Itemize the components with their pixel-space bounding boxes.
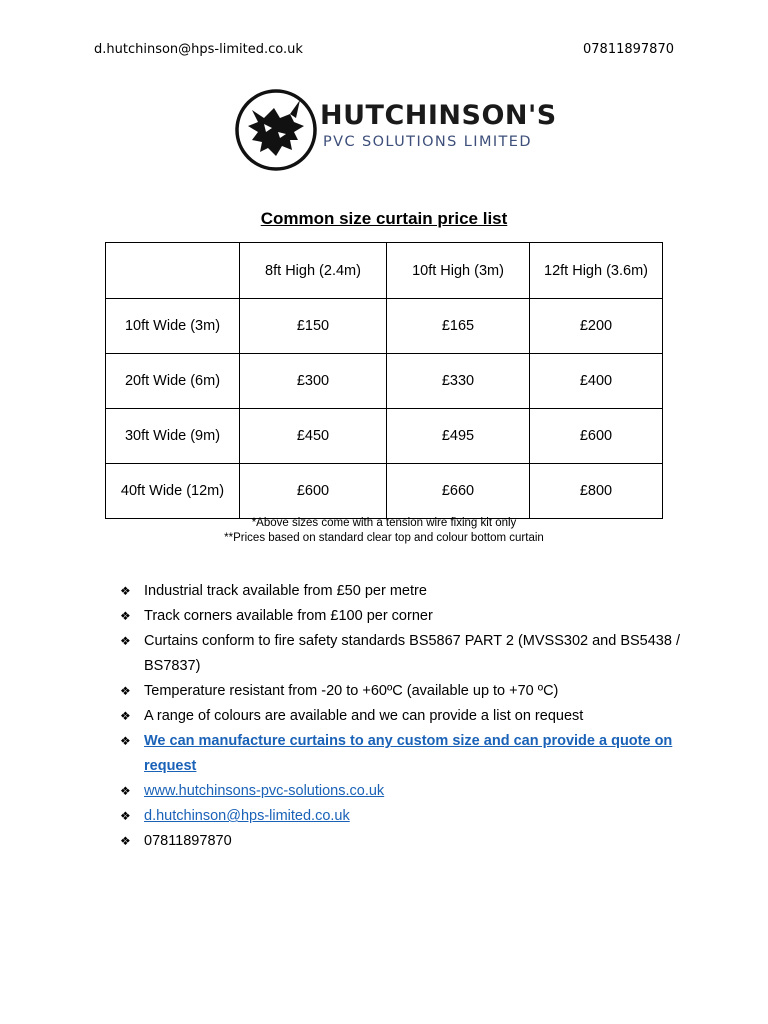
price-cell: £600	[240, 464, 387, 519]
list-item-text: Track corners available from £100 per corner	[144, 608, 433, 624]
list-item	[120, 629, 680, 679]
custom-size-quote-link[interactable]: We can manufacture curtains to any custom size and can provide a quote on request	[144, 733, 673, 774]
bullet-icon: ❖	[120, 634, 131, 648]
price-cell: £495	[387, 409, 530, 464]
header-phone: 07811897870	[583, 42, 674, 57]
list-item	[120, 704, 680, 729]
header-email: d.hutchinson@hps-limited.co.uk	[94, 42, 303, 57]
page-title-text: Common size curtain price list	[260, 209, 508, 228]
list-item-text: A range of colours are available and we can provide a list on request	[144, 708, 584, 724]
email-link[interactable]: d.hutchinson@hps-limited.co.uk	[144, 808, 350, 824]
note-fixing-kit: *Above sizes come with a tension wire fixing kit only	[251, 517, 517, 529]
list-item	[120, 729, 680, 779]
column-header: 8ft High (2.4m)	[240, 243, 387, 299]
row-label: 20ft Wide (6m)	[106, 354, 240, 409]
page-title	[0, 209, 768, 229]
bullet-icon: ❖	[120, 834, 131, 848]
logo-subtitle: PVC SOLUTIONS LIMITED	[323, 134, 532, 150]
column-header: 12ft High (3.6m)	[530, 243, 663, 299]
list-item	[120, 679, 680, 704]
price-cell: £400	[530, 354, 663, 409]
list-item-text: Curtains conform to fire safety standards BS5867 PART 2 (MVSS302 and BS5438 / BS7837)	[144, 633, 680, 674]
logo-name: HUTCHINSON'S	[320, 100, 557, 131]
feature-list	[120, 579, 680, 854]
bullet-icon: ❖	[120, 734, 131, 748]
bullet-icon: ❖	[120, 809, 131, 823]
list-item	[120, 804, 680, 829]
table-row	[106, 464, 663, 519]
table-row	[106, 354, 663, 409]
table-row	[106, 409, 663, 464]
price-cell: £330	[387, 354, 530, 409]
bullet-icon: ❖	[120, 584, 131, 598]
row-label: 10ft Wide (3m)	[106, 299, 240, 354]
company-logo	[234, 88, 557, 172]
bullet-icon: ❖	[120, 709, 131, 723]
price-cell: £150	[240, 299, 387, 354]
list-item	[120, 604, 680, 629]
list-item-text: Industrial track available from £50 per metre	[144, 583, 427, 599]
rhino-head-icon	[234, 88, 318, 172]
price-cell: £660	[387, 464, 530, 519]
row-label: 30ft Wide (9m)	[106, 409, 240, 464]
price-cell: £300	[240, 354, 387, 409]
list-item-text: Temperature resistant from -20 to +60ºC (available up to +70 ºC)	[144, 683, 559, 699]
price-cell: £450	[240, 409, 387, 464]
table-header-row	[106, 243, 663, 299]
bullet-icon: ❖	[120, 609, 131, 623]
note-pricing-basis: **Prices based on standard clear top and colour bottom curtain	[224, 532, 544, 544]
list-item	[120, 779, 680, 804]
bullet-icon: ❖	[120, 784, 131, 798]
price-cell: £165	[387, 299, 530, 354]
price-cell: £600	[530, 409, 663, 464]
website-link[interactable]: www.hutchinsons-pvc-solutions.co.uk	[144, 783, 385, 799]
price-cell: £800	[530, 464, 663, 519]
table-corner-cell	[106, 243, 240, 299]
row-label: 40ft Wide (12m)	[106, 464, 240, 519]
bullet-icon: ❖	[120, 684, 131, 698]
column-header: 10ft High (3m)	[387, 243, 530, 299]
list-item	[120, 829, 680, 854]
contact-phone: 07811897870	[144, 833, 232, 849]
table-row	[106, 299, 663, 354]
price-table	[105, 242, 663, 519]
price-cell: £200	[530, 299, 663, 354]
list-item	[120, 579, 680, 604]
